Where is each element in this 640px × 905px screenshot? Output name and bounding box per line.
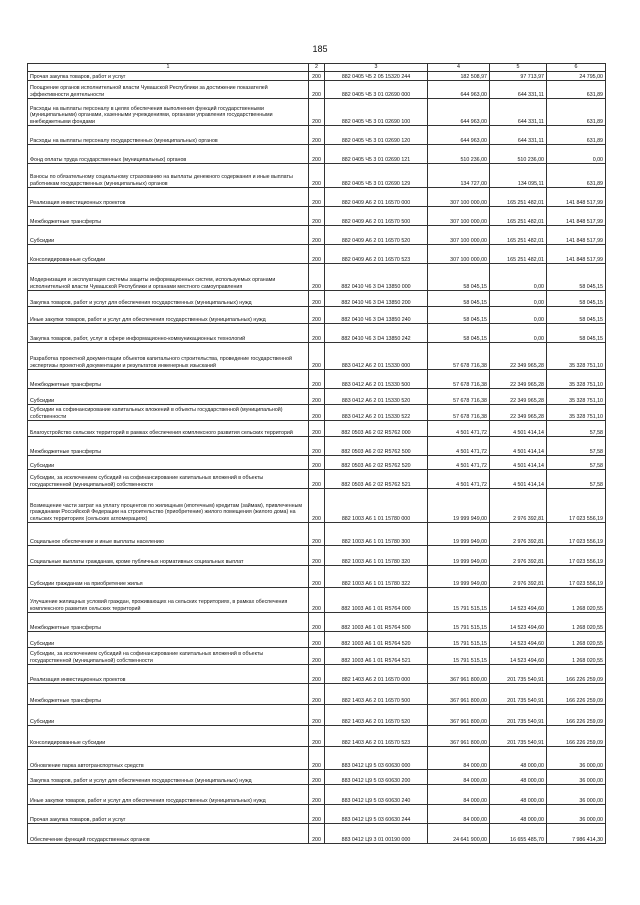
row-budget-classification-code: 882 0503 А6 2 02 R5762 500 [325,437,428,456]
row-description: Реализация инвестиционных проектов [28,188,309,207]
row-line-code: 200 [309,747,325,770]
row-executed-amount: 4 501 414,14 [490,421,547,437]
row-unexecuted-amount: 36 000,00 [547,785,606,805]
row-line-code: 200 [309,188,325,207]
row-executed-amount: 48 000,00 [490,747,547,770]
row-unexecuted-amount: 57,58 [547,437,606,456]
row-description: Социальное обеспечение и иные выплаты населению [28,523,309,546]
row-budget-classification-code: 882 0405 Ч5 3 01 02690 129 [325,164,428,188]
row-approved-amount: 15 791 515,15 [428,613,490,632]
row-line-code: 200 [309,648,325,665]
row-description: Закупка товаров, работ, услуг в сфере информационно-коммуникационных технологий [28,324,309,343]
table-row [28,437,606,456]
row-unexecuted-amount: 35 328 751,10 [547,405,606,421]
row-executed-amount: 4 501 414,14 [490,437,547,456]
row-description: Субсидии [28,226,309,245]
row-executed-amount: 201 735 540,91 [490,726,547,747]
row-description: Фонд оплаты труда государственных (муниципальных) органов [28,145,309,164]
row-approved-amount: 134 727,00 [428,164,490,188]
table-row [28,291,606,307]
row-unexecuted-amount: 57,58 [547,470,606,489]
row-unexecuted-amount: 36 000,00 [547,747,606,770]
row-budget-classification-code: 883 0412 А6 2 01 15330 520 [325,389,428,405]
row-line-code: 200 [309,546,325,566]
row-approved-amount: 4 501 471,72 [428,421,490,437]
row-approved-amount: 84 000,00 [428,747,490,770]
row-approved-amount: 4 501 471,72 [428,470,490,489]
table-row [28,226,606,245]
row-description: Межбюджетные трансферты [28,613,309,632]
row-approved-amount: 19 999 949,00 [428,523,490,546]
row-description: Субсидии [28,389,309,405]
row-budget-classification-code: 882 0405 Ч5 3 01 02690 000 [325,81,428,99]
row-line-code: 200 [309,226,325,245]
table-row [28,405,606,421]
row-executed-amount: 2 976 392,81 [490,523,547,546]
row-executed-amount: 0,00 [490,291,547,307]
row-budget-classification-code: 883 0412 А6 2 01 15330 522 [325,405,428,421]
row-line-code: 200 [309,684,325,705]
row-budget-classification-code: 882 1003 А6 1 01 15780 300 [325,523,428,546]
table-row [28,145,606,164]
table-row [28,421,606,437]
budget-execution-table [27,63,606,844]
row-approved-amount: 19 999 949,00 [428,489,490,523]
table-header-row [28,64,606,72]
row-budget-classification-code: 882 0405 Ч5 3 01 02690 120 [325,126,428,145]
row-description: Закупка товаров, работ и услуг для обеспечения государственных (муниципальных) нужд [28,770,309,785]
row-executed-amount: 4 501 414,14 [490,470,547,489]
row-approved-amount: 15 791 515,15 [428,632,490,648]
row-description: Межбюджетные трансферты [28,207,309,226]
row-line-code: 200 [309,245,325,264]
row-description: Взносы по обязательному социальному страхованию на выплаты денежного содержания и иные выплаты работникам государственных (муниципальных) органов [28,164,309,188]
row-budget-classification-code: 883 0412 Ц9 5 03 60630 240 [325,785,428,805]
table-row [28,126,606,145]
row-executed-amount: 97 713,97 [490,72,547,81]
row-unexecuted-amount: 17 023 556,19 [547,546,606,566]
row-approved-amount: 19 999 949,00 [428,566,490,588]
row-description: Консолидированные субсидии [28,726,309,747]
row-line-code: 200 [309,665,325,684]
row-approved-amount: 57 678 716,38 [428,343,490,370]
table-row [28,264,606,291]
row-line-code: 200 [309,264,325,291]
row-line-code: 200 [309,523,325,546]
row-description: Модернизация и эксплуатация системы защиты информационных систем, используемых органами исполнительной власти Чувашской Республики и органами местного самоуправления [28,264,309,291]
row-unexecuted-amount: 141 848 517,99 [547,245,606,264]
table-row [28,726,606,747]
row-unexecuted-amount: 58 045,15 [547,324,606,343]
row-budget-classification-code: 882 1003 А6 1 01 R5764 000 [325,588,428,613]
table-row [28,307,606,324]
row-line-code: 200 [309,613,325,632]
row-line-code: 200 [309,164,325,188]
header-col-6: 6 [547,64,606,72]
row-executed-amount: 2 976 392,81 [490,546,547,566]
table-row [28,824,606,844]
row-description: Возмещение части затрат на уплату процентов по жилищным (ипотечным) кредитам (займам), привлеченным гражданами Российской Федерации на строительство (приобретение) жилого помещения (жилого дома) на сельских территориях (сельских агломерациях) [28,489,309,523]
row-description: Закупка товаров, работ и услуг для обеспечения государственных (муниципальных) нужд [28,291,309,307]
row-description: Субсидии, за исключением субсидий на софинансирование капитальных вложений в объекты государственной (муниципальной) собственности [28,470,309,489]
header-col-2: 2 [309,64,325,72]
table-row [28,588,606,613]
row-line-code: 200 [309,126,325,145]
table-row [28,188,606,207]
row-executed-amount: 22 349 965,28 [490,343,547,370]
row-approved-amount: 19 999 949,00 [428,546,490,566]
row-budget-classification-code: 882 1403 А6 2 01 16570 500 [325,684,428,705]
row-unexecuted-amount: 35 328 751,10 [547,389,606,405]
row-budget-classification-code: 883 0412 Ц9 5 03 60630 000 [325,747,428,770]
row-unexecuted-amount: 631,89 [547,126,606,145]
row-line-code: 200 [309,588,325,613]
table-row [28,370,606,389]
row-unexecuted-amount: 58 045,15 [547,264,606,291]
row-budget-classification-code: 882 0405 Ч5 3 01 02690 100 [325,99,428,126]
row-executed-amount: 0,00 [490,324,547,343]
row-description: Субсидии на софинансирование капитальных вложений в объекты государственной (муниципальной) собственности [28,405,309,421]
row-line-code: 200 [309,632,325,648]
row-approved-amount: 84 000,00 [428,770,490,785]
table-row [28,99,606,126]
row-line-code: 200 [309,824,325,844]
row-description: Субсидии [28,456,309,470]
row-executed-amount: 201 735 540,91 [490,665,547,684]
row-budget-classification-code: 882 1003 А6 1 01 15780 322 [325,566,428,588]
row-description: Прочая закупка товаров, работ и услуг [28,72,309,81]
row-approved-amount: 307 100 000,00 [428,188,490,207]
row-description: Расходы на выплаты персоналу государственных (муниципальных) органов [28,126,309,145]
row-line-code: 200 [309,437,325,456]
row-executed-amount: 14 523 494,60 [490,648,547,665]
row-unexecuted-amount: 166 226 259,09 [547,684,606,705]
row-budget-classification-code: 882 0410 Ч6 3 D4 13850 200 [325,291,428,307]
row-line-code: 200 [309,726,325,747]
row-approved-amount: 15 791 515,15 [428,588,490,613]
row-approved-amount: 57 678 716,38 [428,370,490,389]
table-row [28,684,606,705]
row-line-code: 200 [309,324,325,343]
row-line-code: 200 [309,291,325,307]
row-executed-amount: 165 251 482,01 [490,188,547,207]
row-unexecuted-amount: 1 268 020,55 [547,613,606,632]
header-col-4: 4 [428,64,490,72]
table-row [28,785,606,805]
row-unexecuted-amount: 24 795,00 [547,72,606,81]
row-budget-classification-code: 882 1003 А6 1 01 R5764 500 [325,613,428,632]
row-budget-classification-code: 882 0503 А6 2 02 R5762 520 [325,456,428,470]
row-approved-amount: 307 100 000,00 [428,226,490,245]
row-budget-classification-code: 882 1003 А6 1 01 R5764 520 [325,632,428,648]
row-executed-amount: 0,00 [490,264,547,291]
row-unexecuted-amount: 166 226 259,09 [547,665,606,684]
row-approved-amount: 367 961 800,00 [428,665,490,684]
table-row [28,805,606,824]
row-budget-classification-code: 882 1403 А6 2 01 16570 523 [325,726,428,747]
row-line-code: 200 [309,805,325,824]
row-budget-classification-code: 883 0412 Ц9 5 03 60630 244 [325,805,428,824]
row-line-code: 200 [309,389,325,405]
table-row [28,81,606,99]
row-executed-amount: 14 523 494,60 [490,613,547,632]
row-executed-amount: 134 095,11 [490,164,547,188]
header-col-3: 3 [325,64,428,72]
row-line-code: 200 [309,405,325,421]
row-unexecuted-amount: 17 023 556,19 [547,523,606,546]
row-line-code: 200 [309,421,325,437]
table-row [28,324,606,343]
row-line-code: 200 [309,489,325,523]
table-row [28,245,606,264]
row-unexecuted-amount: 36 000,00 [547,805,606,824]
table-row [28,648,606,665]
row-budget-classification-code: 883 0412 Ц9 3 01 00190 000 [325,824,428,844]
row-approved-amount: 57 678 716,38 [428,389,490,405]
row-budget-classification-code: 882 1003 А6 1 01 15780 320 [325,546,428,566]
row-description: Межбюджетные трансферты [28,684,309,705]
table-row [28,523,606,546]
row-unexecuted-amount: 1 268 020,55 [547,648,606,665]
row-line-code: 200 [309,370,325,389]
row-description: Обновление парка автотранспортных средств [28,747,309,770]
header-col-1: 1 [28,64,309,72]
row-approved-amount: 58 045,15 [428,324,490,343]
row-description: Расходы на выплаты персоналу в целях обеспечения выполнения функций государственными (муниципальными) органами, казенными учреждениями, органами управления государственными внебюджетными фондами [28,99,309,126]
row-line-code: 200 [309,343,325,370]
row-budget-classification-code: 883 0412 Ц9 5 03 60630 200 [325,770,428,785]
table-row [28,164,606,188]
row-approved-amount: 58 045,15 [428,307,490,324]
row-line-code: 200 [309,99,325,126]
row-budget-classification-code: 882 0410 Ч6 3 D4 13850 242 [325,324,428,343]
row-line-code: 200 [309,705,325,726]
row-approved-amount: 367 961 800,00 [428,684,490,705]
row-description: Благоустройство сельских территорий в рамках обеспечения комплексного развития сельских территорий [28,421,309,437]
row-executed-amount: 14 523 494,60 [490,588,547,613]
table-row [28,747,606,770]
row-approved-amount: 4 501 471,72 [428,456,490,470]
row-approved-amount: 84 000,00 [428,785,490,805]
table-row [28,705,606,726]
table-row [28,770,606,785]
row-budget-classification-code: 882 1403 А6 2 01 16570 000 [325,665,428,684]
row-approved-amount: 644 963,00 [428,81,490,99]
row-executed-amount: 0,00 [490,307,547,324]
row-executed-amount: 510 236,00 [490,145,547,164]
table-row [28,489,606,523]
row-budget-classification-code: 882 0503 А6 2 02 R5762 521 [325,470,428,489]
row-budget-classification-code: 882 1003 А6 1 01 R5764 521 [325,648,428,665]
page-number: 185 [312,44,328,54]
row-budget-classification-code: 882 0409 А6 2 01 16570 000 [325,188,428,207]
row-unexecuted-amount: 35 328 751,10 [547,370,606,389]
row-description: Обеспечение функций государственных органов [28,824,309,844]
row-description: Реализация инвестиционных проектов [28,665,309,684]
row-line-code: 200 [309,81,325,99]
table-row [28,665,606,684]
row-approved-amount: 58 045,15 [428,291,490,307]
row-budget-classification-code: 882 0503 А6 2 02 R5762 000 [325,421,428,437]
row-line-code: 200 [309,566,325,588]
row-line-code: 200 [309,456,325,470]
row-description: Социальные выплаты гражданам, кроме публичных нормативных социальных выплат [28,546,309,566]
row-line-code: 200 [309,470,325,489]
row-unexecuted-amount: 141 848 517,99 [547,188,606,207]
row-unexecuted-amount: 1 268 020,55 [547,632,606,648]
row-budget-classification-code: 882 0405 Ч5 2 05 15320 244 [325,72,428,81]
row-unexecuted-amount: 35 328 751,10 [547,343,606,370]
row-executed-amount: 22 349 965,28 [490,389,547,405]
row-executed-amount: 16 655 485,70 [490,824,547,844]
row-approved-amount: 182 508,97 [428,72,490,81]
row-executed-amount: 22 349 965,28 [490,370,547,389]
row-description: Межбюджетные трансферты [28,370,309,389]
row-approved-amount: 510 236,00 [428,145,490,164]
row-executed-amount: 48 000,00 [490,770,547,785]
row-line-code: 200 [309,785,325,805]
row-budget-classification-code: 882 0409 А6 2 01 16570 520 [325,226,428,245]
row-line-code: 200 [309,72,325,81]
row-approved-amount: 367 961 800,00 [428,705,490,726]
row-unexecuted-amount: 631,89 [547,81,606,99]
row-executed-amount: 48 000,00 [490,805,547,824]
row-budget-classification-code: 883 0412 А6 2 01 15330 500 [325,370,428,389]
row-unexecuted-amount: 0,00 [547,145,606,164]
row-unexecuted-amount: 57,58 [547,456,606,470]
row-description: Субсидии [28,632,309,648]
table-row [28,72,606,81]
row-executed-amount: 2 976 392,81 [490,566,547,588]
row-executed-amount: 14 523 494,60 [490,632,547,648]
row-executed-amount: 48 000,00 [490,785,547,805]
row-description: Улучшение жилищных условий граждан, проживающих на сельских территориях, в рамках обеспечения комплексного развития сельских территорий [28,588,309,613]
row-unexecuted-amount: 17 023 556,19 [547,566,606,588]
row-unexecuted-amount: 141 848 517,99 [547,226,606,245]
row-unexecuted-amount: 7 986 414,30 [547,824,606,844]
row-executed-amount: 165 251 482,01 [490,226,547,245]
row-description: Консолидированные субсидии [28,245,309,264]
row-unexecuted-amount: 1 268 020,55 [547,588,606,613]
row-approved-amount: 24 641 900,00 [428,824,490,844]
row-description: Поощрение органов исполнительной власти Чувашской Республики за достижение показателей эффективности деятельности [28,81,309,99]
row-line-code: 200 [309,770,325,785]
row-approved-amount: 84 000,00 [428,805,490,824]
row-approved-amount: 307 100 000,00 [428,245,490,264]
row-executed-amount: 2 976 392,81 [490,489,547,523]
row-executed-amount: 201 735 540,91 [490,705,547,726]
row-description: Иные закупки товаров, работ и услуг для обеспечения государственных (муниципальных) нужд [28,785,309,805]
row-unexecuted-amount: 166 226 259,09 [547,726,606,747]
row-unexecuted-amount: 36 000,00 [547,770,606,785]
row-approved-amount: 367 961 800,00 [428,726,490,747]
row-description: Разработка проектной документации объектов капитального строительства, проведение государственной экспертизы проектной документации и результатов инженерных изысканий [28,343,309,370]
row-description: Субсидии гражданам на приобретение жилья [28,566,309,588]
row-unexecuted-amount: 57,58 [547,421,606,437]
table-row [28,613,606,632]
row-unexecuted-amount: 141 848 517,99 [547,207,606,226]
table-body [28,72,606,844]
row-description: Прочая закупка товаров, работ и услуг [28,805,309,824]
row-description: Субсидии, за исключением субсидий на софинансирование капитальных вложений в объекты государственной (муниципальной) собственности [28,648,309,665]
header-col-5: 5 [490,64,547,72]
row-budget-classification-code: 882 0410 Ч6 3 D4 13850 240 [325,307,428,324]
row-budget-classification-code: 883 0412 А6 2 01 15330 000 [325,343,428,370]
table-row [28,632,606,648]
row-executed-amount: 201 735 540,91 [490,684,547,705]
row-budget-classification-code: 882 0410 Ч6 3 D4 13850 000 [325,264,428,291]
row-executed-amount: 644 331,11 [490,81,547,99]
row-unexecuted-amount: 631,89 [547,99,606,126]
table-row [28,343,606,370]
row-budget-classification-code: 882 0405 Ч5 3 01 02690 121 [325,145,428,164]
row-executed-amount: 22 349 965,28 [490,405,547,421]
row-executed-amount: 644 331,11 [490,99,547,126]
table-row [28,546,606,566]
row-executed-amount: 165 251 482,01 [490,207,547,226]
row-approved-amount: 644 963,00 [428,126,490,145]
row-executed-amount: 644 331,11 [490,126,547,145]
row-description: Иные закупки товаров, работ и услуг для обеспечения государственных (муниципальных) нужд [28,307,309,324]
row-approved-amount: 644 963,00 [428,99,490,126]
row-approved-amount: 4 501 471,72 [428,437,490,456]
row-executed-amount: 4 501 414,14 [490,456,547,470]
row-budget-classification-code: 882 1003 А6 1 01 15780 000 [325,489,428,523]
table-row [28,389,606,405]
row-line-code: 200 [309,307,325,324]
row-description: Субсидии [28,705,309,726]
table-row [28,456,606,470]
row-unexecuted-amount: 166 226 259,09 [547,705,606,726]
row-executed-amount: 165 251 482,01 [490,245,547,264]
table-row [28,566,606,588]
row-budget-classification-code: 882 0409 А6 2 01 16570 500 [325,207,428,226]
row-line-code: 200 [309,145,325,164]
row-unexecuted-amount: 58 045,15 [547,291,606,307]
row-approved-amount: 58 045,15 [428,264,490,291]
row-budget-classification-code: 882 0409 А6 2 01 16570 523 [325,245,428,264]
row-line-code: 200 [309,207,325,226]
row-unexecuted-amount: 631,89 [547,164,606,188]
table-row [28,470,606,489]
row-approved-amount: 57 678 716,38 [428,405,490,421]
row-description: Межбюджетные трансферты [28,437,309,456]
row-approved-amount: 15 791 515,15 [428,648,490,665]
row-approved-amount: 307 100 000,00 [428,207,490,226]
table-row [28,207,606,226]
row-unexecuted-amount: 17 023 556,19 [547,489,606,523]
row-budget-classification-code: 882 1403 А6 2 01 16570 520 [325,705,428,726]
row-unexecuted-amount: 58 045,15 [547,307,606,324]
